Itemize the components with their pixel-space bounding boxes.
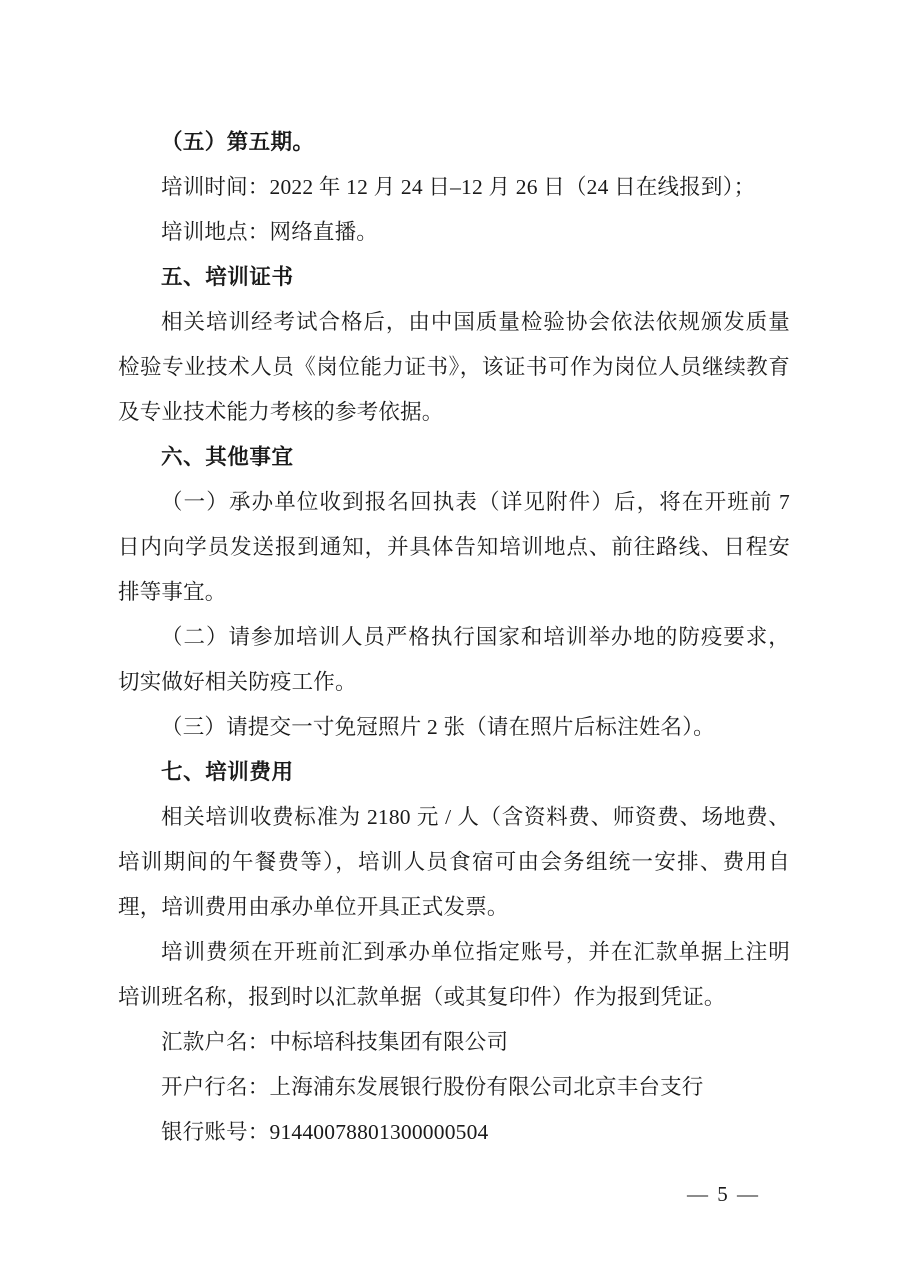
paragraph-account-name: 汇款户名：中标培科技集团有限公司 xyxy=(161,1030,509,1054)
paragraph-bank-account-number: 银行账号：91440078801300000504 xyxy=(161,1120,489,1144)
paragraph-bank-name: 开户行名：上海浦东发展银行股份有限公司北京丰台支行 xyxy=(161,1075,704,1099)
paragraph-other-matters-2: （二）请参加培训人员严格执行国家和培训举办地的防疫要求，切实做好相关防疫工作。 xyxy=(118,625,790,694)
section-heading-training-fee: 七、培训费用 xyxy=(161,760,294,784)
paragraph-other-matters-3: （三）请提交一寸免冠照片 2 张（请在照片后标注姓名）。 xyxy=(161,715,715,739)
paragraph-other-matters-1: （一）承办单位收到报名回执表（详见附件）后，将在开班前 7 日内向学员发送报到通知，并具体告知培训地点、前往路线、日程安排等事宜。 xyxy=(118,490,790,604)
paragraph-certificate-body: 相关培训经考试合格后，由中国质量检验协会依法依规颁发质量检验专业技术人员《岗位能力证书》，该证书可作为岗位人员继续教育及专业技术能力考核的参考依据。 xyxy=(118,310,790,424)
page-number-footer: — 5 — xyxy=(687,1182,760,1206)
paragraph-fee-standard: 相关培训收费标准为 2180 元 / 人（含资料费、师资费、场地费、培训期间的午餐费等），培训人员食宿可由会务组统一安排、费用自理，培训费用由承办单位开具正式发票。 xyxy=(118,805,790,919)
paragraph-training-time: 培训时间：2022 年 12 月 24 日–12 月 26 日（24 日在线报到）； xyxy=(161,175,756,199)
section-heading-other-matters: 六、其他事宜 xyxy=(161,445,294,469)
paragraph-fee-remittance: 培训费须在开班前汇到承办单位指定账号，并在汇款单据上注明培训班名称，报到时以汇款单据（或其复印件）作为报到凭证。 xyxy=(118,940,790,1009)
section-heading-certificate: 五、培训证书 xyxy=(161,265,294,289)
document-body xyxy=(118,120,790,1155)
section-subheading-fifth-term: （五）第五期。 xyxy=(161,130,315,154)
paragraph-training-location: 培训地点：网络直播。 xyxy=(161,220,379,244)
